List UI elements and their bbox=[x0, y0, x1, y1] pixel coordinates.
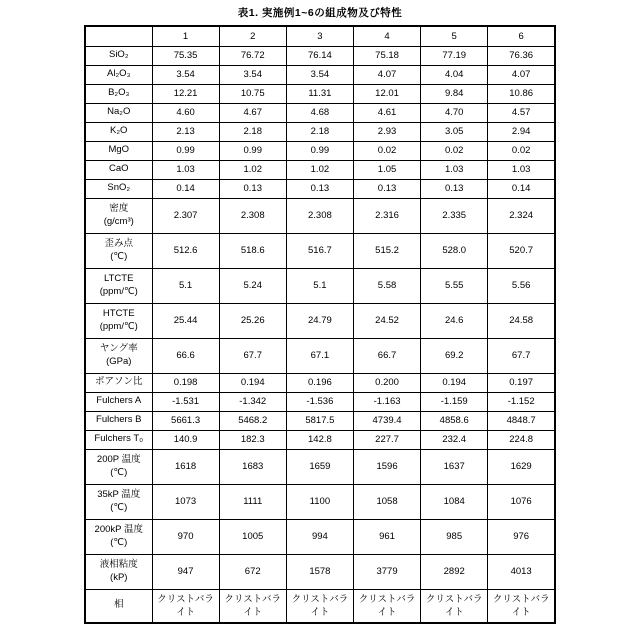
row-unit-label: (g/cm³) bbox=[103, 215, 134, 227]
row-label-cell bbox=[85, 449, 152, 484]
value-cell: 1.03 bbox=[421, 160, 488, 179]
value-cell: -1.163 bbox=[353, 392, 420, 411]
value-cell: クリストバライト bbox=[286, 589, 353, 623]
value-cell: 2.316 bbox=[353, 198, 420, 233]
value-cell: 5.56 bbox=[488, 268, 555, 303]
value-cell: 4.61 bbox=[353, 103, 420, 122]
row-label-cell bbox=[85, 198, 152, 233]
value-cell: 2.324 bbox=[488, 198, 555, 233]
value-cell: クリストバライト bbox=[421, 589, 488, 623]
value-cell: クリストバライト bbox=[152, 589, 219, 623]
row-label-cell bbox=[85, 392, 152, 411]
row-label-cell bbox=[85, 122, 152, 141]
table-row bbox=[85, 338, 555, 373]
column-header: 2 bbox=[219, 26, 286, 46]
header-row bbox=[85, 26, 555, 46]
row-label-cell bbox=[85, 519, 152, 554]
table-row bbox=[85, 65, 555, 84]
value-cell: 0.198 bbox=[152, 373, 219, 392]
value-cell: 182.3 bbox=[219, 430, 286, 449]
value-cell: 76.36 bbox=[488, 46, 555, 65]
row-label: MgO bbox=[108, 144, 130, 156]
value-cell: 1.02 bbox=[286, 160, 353, 179]
row-label: Al₂O₃ bbox=[107, 68, 131, 80]
value-cell: 5817.5 bbox=[286, 411, 353, 430]
value-cell: 2.335 bbox=[421, 198, 488, 233]
value-cell: 5.55 bbox=[421, 268, 488, 303]
table-row bbox=[85, 449, 555, 484]
row-label-cell bbox=[85, 338, 152, 373]
value-cell: 4848.7 bbox=[488, 411, 555, 430]
row-label-cell bbox=[85, 233, 152, 268]
value-cell: 10.86 bbox=[488, 84, 555, 103]
row-label-cell bbox=[85, 103, 152, 122]
value-cell: 0.02 bbox=[488, 141, 555, 160]
row-label-cell bbox=[85, 554, 152, 589]
table-row bbox=[85, 84, 555, 103]
row-label: SnO₂ bbox=[107, 182, 131, 194]
value-cell: 5468.2 bbox=[219, 411, 286, 430]
value-cell: 1005 bbox=[219, 519, 286, 554]
value-cell: 67.1 bbox=[286, 338, 353, 373]
value-cell: 232.4 bbox=[421, 430, 488, 449]
value-cell: 947 bbox=[152, 554, 219, 589]
row-unit-label: (℃) bbox=[110, 536, 128, 548]
value-cell: 1.03 bbox=[488, 160, 555, 179]
value-cell: 3779 bbox=[353, 554, 420, 589]
value-cell: 1596 bbox=[353, 449, 420, 484]
row-label: Fulchers B bbox=[96, 414, 142, 426]
value-cell: 0.13 bbox=[421, 179, 488, 198]
row-label: ポアソン比 bbox=[94, 376, 143, 388]
table-row bbox=[85, 484, 555, 519]
value-cell: 12.21 bbox=[152, 84, 219, 103]
value-cell: 518.6 bbox=[219, 233, 286, 268]
value-cell: 5661.3 bbox=[152, 411, 219, 430]
table-row bbox=[85, 411, 555, 430]
value-cell: 4.07 bbox=[488, 65, 555, 84]
row-label: 歪み点 bbox=[104, 238, 133, 249]
value-cell: 1637 bbox=[421, 449, 488, 484]
value-cell: 25.44 bbox=[152, 303, 219, 338]
value-cell: 1.02 bbox=[219, 160, 286, 179]
row-unit-label: (ppm/℃) bbox=[99, 320, 138, 332]
value-cell: 0.14 bbox=[152, 179, 219, 198]
value-cell: 24.6 bbox=[421, 303, 488, 338]
row-unit-label: (℃) bbox=[110, 501, 128, 513]
value-cell: 67.7 bbox=[219, 338, 286, 373]
value-cell: 520.7 bbox=[488, 233, 555, 268]
row-label: 200P 温度 bbox=[96, 454, 141, 465]
row-label-cell bbox=[85, 373, 152, 392]
column-header: 3 bbox=[286, 26, 353, 46]
value-cell: 1073 bbox=[152, 484, 219, 519]
row-label: K₂O bbox=[110, 125, 128, 137]
row-label-cell bbox=[85, 179, 152, 198]
row-label-cell bbox=[85, 430, 152, 449]
value-cell: 0.194 bbox=[219, 373, 286, 392]
value-cell: 976 bbox=[488, 519, 555, 554]
value-cell: 24.79 bbox=[286, 303, 353, 338]
value-cell: 515.2 bbox=[353, 233, 420, 268]
table-row bbox=[85, 373, 555, 392]
value-cell: 76.72 bbox=[219, 46, 286, 65]
row-label: HTCTE bbox=[102, 308, 135, 319]
table-row bbox=[85, 589, 555, 623]
row-label: Fulchers A bbox=[96, 395, 142, 407]
table-row bbox=[85, 160, 555, 179]
row-label: ヤング率 bbox=[99, 343, 138, 354]
value-cell: 2.307 bbox=[152, 198, 219, 233]
value-cell: 4.67 bbox=[219, 103, 286, 122]
table-row bbox=[85, 554, 555, 589]
column-header: 5 bbox=[421, 26, 488, 46]
value-cell: 66.6 bbox=[152, 338, 219, 373]
value-cell: 4.68 bbox=[286, 103, 353, 122]
value-cell: 2.94 bbox=[488, 122, 555, 141]
value-cell: 0.99 bbox=[152, 141, 219, 160]
value-cell: 2.18 bbox=[219, 122, 286, 141]
value-cell: 994 bbox=[286, 519, 353, 554]
table-row bbox=[85, 430, 555, 449]
row-label: LTCTE bbox=[104, 273, 134, 284]
value-cell: 1618 bbox=[152, 449, 219, 484]
properties-table bbox=[84, 25, 556, 624]
value-cell: 3.54 bbox=[286, 65, 353, 84]
table-row bbox=[85, 519, 555, 554]
table-row bbox=[85, 392, 555, 411]
value-cell: 4.60 bbox=[152, 103, 219, 122]
table-row bbox=[85, 122, 555, 141]
value-cell: 3.54 bbox=[219, 65, 286, 84]
value-cell: 1.05 bbox=[353, 160, 420, 179]
value-cell: 4.04 bbox=[421, 65, 488, 84]
row-label-cell bbox=[85, 141, 152, 160]
value-cell: 516.7 bbox=[286, 233, 353, 268]
row-label-cell bbox=[85, 303, 152, 338]
value-cell: 0.194 bbox=[421, 373, 488, 392]
row-label: 相 bbox=[113, 599, 124, 611]
value-cell: 75.18 bbox=[353, 46, 420, 65]
value-cell: 25.26 bbox=[219, 303, 286, 338]
value-cell: クリストバライト bbox=[353, 589, 420, 623]
value-cell: 1111 bbox=[219, 484, 286, 519]
value-cell: 142.8 bbox=[286, 430, 353, 449]
row-label-cell bbox=[85, 46, 152, 65]
row-label-cell bbox=[85, 484, 152, 519]
value-cell: 77.19 bbox=[421, 46, 488, 65]
value-cell: 0.13 bbox=[286, 179, 353, 198]
table-title: 表1. 実施例1~6の組成物及び特性 bbox=[237, 7, 403, 19]
row-unit-label: (GPa) bbox=[106, 355, 132, 367]
value-cell: 961 bbox=[353, 519, 420, 554]
table-row bbox=[85, 179, 555, 198]
value-cell: 0.14 bbox=[488, 179, 555, 198]
value-cell: 4.57 bbox=[488, 103, 555, 122]
row-label: Na₂O bbox=[107, 106, 131, 118]
value-cell: 1578 bbox=[286, 554, 353, 589]
value-cell: 5.58 bbox=[353, 268, 420, 303]
value-cell: 4739.4 bbox=[353, 411, 420, 430]
value-cell: 69.2 bbox=[421, 338, 488, 373]
value-cell: 75.35 bbox=[152, 46, 219, 65]
value-cell: 1629 bbox=[488, 449, 555, 484]
row-unit-label: (kP) bbox=[110, 571, 128, 583]
value-cell: 66.7 bbox=[353, 338, 420, 373]
value-cell: 1084 bbox=[421, 484, 488, 519]
row-label: 密度 bbox=[109, 203, 129, 214]
value-cell: 528.0 bbox=[421, 233, 488, 268]
value-cell: 5.1 bbox=[152, 268, 219, 303]
value-cell: 985 bbox=[421, 519, 488, 554]
value-cell: 672 bbox=[219, 554, 286, 589]
value-cell: 0.13 bbox=[219, 179, 286, 198]
value-cell: 0.02 bbox=[421, 141, 488, 160]
row-label: 液相粘度 bbox=[99, 559, 138, 570]
table-row bbox=[85, 268, 555, 303]
row-label-cell bbox=[85, 160, 152, 179]
value-cell: -1.531 bbox=[152, 392, 219, 411]
value-cell: 1.03 bbox=[152, 160, 219, 179]
value-cell: 67.7 bbox=[488, 338, 555, 373]
value-cell: 11.31 bbox=[286, 84, 353, 103]
value-cell: 3.05 bbox=[421, 122, 488, 141]
value-cell: 0.02 bbox=[353, 141, 420, 160]
table-row bbox=[85, 103, 555, 122]
value-cell: 5.24 bbox=[219, 268, 286, 303]
table-row bbox=[85, 46, 555, 65]
value-cell: 0.197 bbox=[488, 373, 555, 392]
column-header: 4 bbox=[353, 26, 420, 46]
row-label-cell bbox=[85, 65, 152, 84]
row-label: 35kP 温度 bbox=[97, 489, 141, 500]
row-unit-label: (ppm/℃) bbox=[99, 285, 138, 297]
value-cell: -1.159 bbox=[421, 392, 488, 411]
value-cell: 227.7 bbox=[353, 430, 420, 449]
value-cell: 4858.6 bbox=[421, 411, 488, 430]
row-label: 200kP 温度 bbox=[94, 524, 143, 535]
row-label-cell bbox=[85, 411, 152, 430]
row-label: Fulchers T₀ bbox=[94, 433, 144, 445]
value-cell: -1.536 bbox=[286, 392, 353, 411]
row-unit-label: (℃) bbox=[110, 250, 128, 262]
value-cell: 9.84 bbox=[421, 84, 488, 103]
value-cell: 1100 bbox=[286, 484, 353, 519]
column-header: 1 bbox=[152, 26, 219, 46]
value-cell: 224.8 bbox=[488, 430, 555, 449]
value-cell: 2.18 bbox=[286, 122, 353, 141]
value-cell: 2.93 bbox=[353, 122, 420, 141]
row-label: CaO bbox=[108, 163, 129, 175]
value-cell: 24.52 bbox=[353, 303, 420, 338]
value-cell: 1659 bbox=[286, 449, 353, 484]
row-label: B₂O₃ bbox=[108, 87, 130, 99]
value-cell: 1683 bbox=[219, 449, 286, 484]
column-header: 6 bbox=[488, 26, 555, 46]
row-label-cell bbox=[85, 268, 152, 303]
table-row bbox=[85, 141, 555, 160]
value-cell: 512.6 bbox=[152, 233, 219, 268]
value-cell: 0.200 bbox=[353, 373, 420, 392]
value-cell: 12.01 bbox=[353, 84, 420, 103]
value-cell: 4013 bbox=[488, 554, 555, 589]
value-cell: 24.58 bbox=[488, 303, 555, 338]
table-row bbox=[85, 198, 555, 233]
corner-cell bbox=[85, 26, 152, 46]
table-row bbox=[85, 303, 555, 338]
row-unit-label: (℃) bbox=[110, 466, 128, 478]
value-cell: 140.9 bbox=[152, 430, 219, 449]
value-cell: 0.196 bbox=[286, 373, 353, 392]
value-cell: 3.54 bbox=[152, 65, 219, 84]
value-cell: 970 bbox=[152, 519, 219, 554]
value-cell: 2.308 bbox=[219, 198, 286, 233]
value-cell: 0.13 bbox=[353, 179, 420, 198]
table-row bbox=[85, 233, 555, 268]
value-cell: 2.308 bbox=[286, 198, 353, 233]
row-label-cell bbox=[85, 84, 152, 103]
value-cell: 0.99 bbox=[219, 141, 286, 160]
value-cell: 1058 bbox=[353, 484, 420, 519]
value-cell: 0.99 bbox=[286, 141, 353, 160]
value-cell: -1.152 bbox=[488, 392, 555, 411]
value-cell: 2892 bbox=[421, 554, 488, 589]
value-cell: 4.70 bbox=[421, 103, 488, 122]
value-cell: クリストバライト bbox=[488, 589, 555, 623]
row-label-cell bbox=[85, 589, 152, 623]
value-cell: 10.75 bbox=[219, 84, 286, 103]
value-cell: -1.342 bbox=[219, 392, 286, 411]
value-cell: クリストバライト bbox=[219, 589, 286, 623]
value-cell: 5.1 bbox=[286, 268, 353, 303]
value-cell: 4.07 bbox=[353, 65, 420, 84]
value-cell: 2.13 bbox=[152, 122, 219, 141]
value-cell: 76.14 bbox=[286, 46, 353, 65]
row-label: SiO₂ bbox=[108, 49, 129, 61]
value-cell: 1076 bbox=[488, 484, 555, 519]
